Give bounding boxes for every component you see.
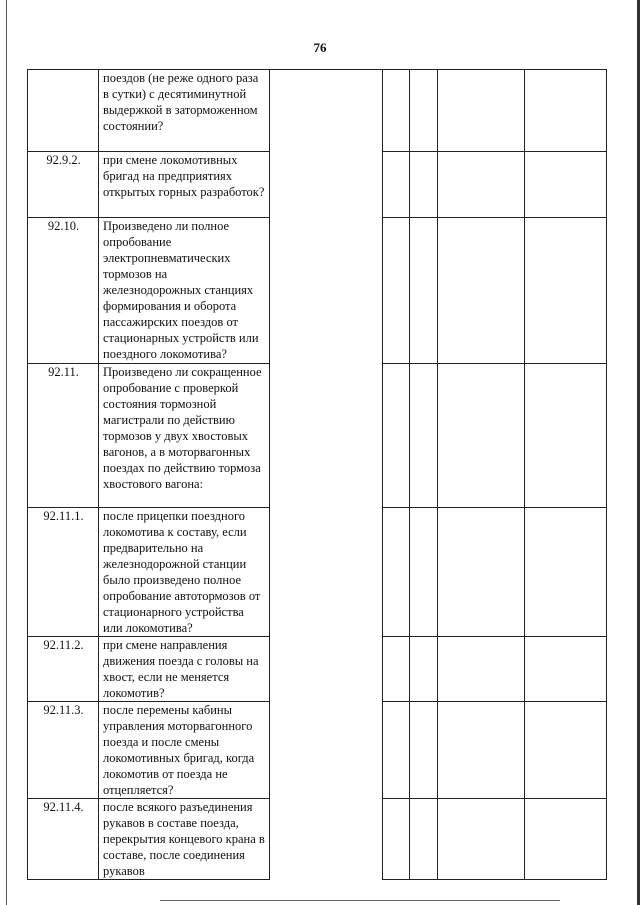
answer-no-cell bbox=[410, 508, 438, 637]
comment-cell bbox=[525, 70, 607, 152]
answer-no-cell bbox=[410, 70, 438, 152]
not-applicable-cell bbox=[438, 218, 525, 364]
answer-no-cell bbox=[410, 152, 438, 218]
comment-cell bbox=[525, 637, 607, 702]
table-row bbox=[28, 70, 607, 152]
norm-reference-cell bbox=[270, 702, 383, 880]
comment-cell bbox=[525, 799, 607, 880]
answer-no-cell bbox=[410, 218, 438, 364]
row-number: 92.11.1. bbox=[28, 508, 99, 637]
not-applicable-cell bbox=[438, 364, 525, 508]
requirement-text: при смене направления движения поезда с головы на хвост, если не меняется локомотив? bbox=[99, 637, 270, 702]
row-number: 92.11.3. bbox=[28, 702, 99, 799]
checklist-table bbox=[27, 69, 607, 880]
requirement-text: Произведено ли полное опробование электропневматических тормозов на железнодорожных станциях формирования и оборота пассажирских поездов от стационарных устройств или поездного локомотива? bbox=[99, 218, 270, 364]
row-number: 92.9.2. bbox=[28, 152, 99, 218]
answer-yes-cell bbox=[383, 70, 410, 152]
requirement-text: Произведено ли сокращенное опробование с проверкой состояния тормозной магистрали по действию тормозов у двух хвостовых вагонов, а в моторвагонных поездах по действию тормоза хвостового вагона: bbox=[99, 364, 270, 508]
requirement-text: поездов (не реже одного раза в сутки) с десятиминутной выдержкой в заторможенном состоянии? bbox=[99, 70, 270, 152]
answer-yes-cell bbox=[383, 152, 410, 218]
scan-bottom-line bbox=[160, 900, 560, 901]
requirement-text: после перемены кабины управления моторвагонного поезда и после смены локомотивных бригад, когда локомотив от поезда не отцепляется? bbox=[99, 702, 270, 799]
table-row bbox=[28, 702, 607, 799]
answer-yes-cell bbox=[383, 364, 410, 508]
comment-cell bbox=[525, 508, 607, 637]
not-applicable-cell bbox=[438, 508, 525, 637]
not-applicable-cell bbox=[438, 152, 525, 218]
comment-cell bbox=[525, 218, 607, 364]
row-number bbox=[28, 70, 99, 152]
comment-cell bbox=[525, 702, 607, 799]
not-applicable-cell bbox=[438, 637, 525, 702]
requirement-text: при смене локомотивных бригад на предприятиях открытых горных разработок? bbox=[99, 152, 270, 218]
answer-no-cell bbox=[410, 364, 438, 508]
norm-reference-cell bbox=[270, 70, 383, 702]
answer-yes-cell bbox=[383, 702, 410, 799]
answer-yes-cell bbox=[383, 218, 410, 364]
scan-edge-left bbox=[6, 0, 7, 905]
answer-yes-cell bbox=[383, 637, 410, 702]
row-number: 92.11. bbox=[28, 364, 99, 508]
answer-no-cell bbox=[410, 799, 438, 880]
row-number: 92.11.4. bbox=[28, 799, 99, 880]
page-number: 76 bbox=[313, 40, 327, 55]
answer-no-cell bbox=[410, 702, 438, 799]
comment-cell bbox=[525, 364, 607, 508]
answer-no-cell bbox=[410, 637, 438, 702]
row-number: 92.10. bbox=[28, 218, 99, 364]
not-applicable-cell bbox=[438, 799, 525, 880]
not-applicable-cell bbox=[438, 70, 525, 152]
comment-cell bbox=[525, 152, 607, 218]
answer-yes-cell bbox=[383, 508, 410, 637]
requirement-text: после всякого разъединения рукавов в составе поезда, перекрытия концевого крана в составе, после соединения рукавов bbox=[99, 799, 270, 880]
answer-yes-cell bbox=[383, 799, 410, 880]
requirement-text: после прицепки поездного локомотива к составу, если предварительно на железнодорожной станции было произведено полное опробование автотормозов от стационарного устройства или локомотива? bbox=[99, 508, 270, 637]
not-applicable-cell bbox=[438, 702, 525, 799]
row-number: 92.11.2. bbox=[28, 637, 99, 702]
